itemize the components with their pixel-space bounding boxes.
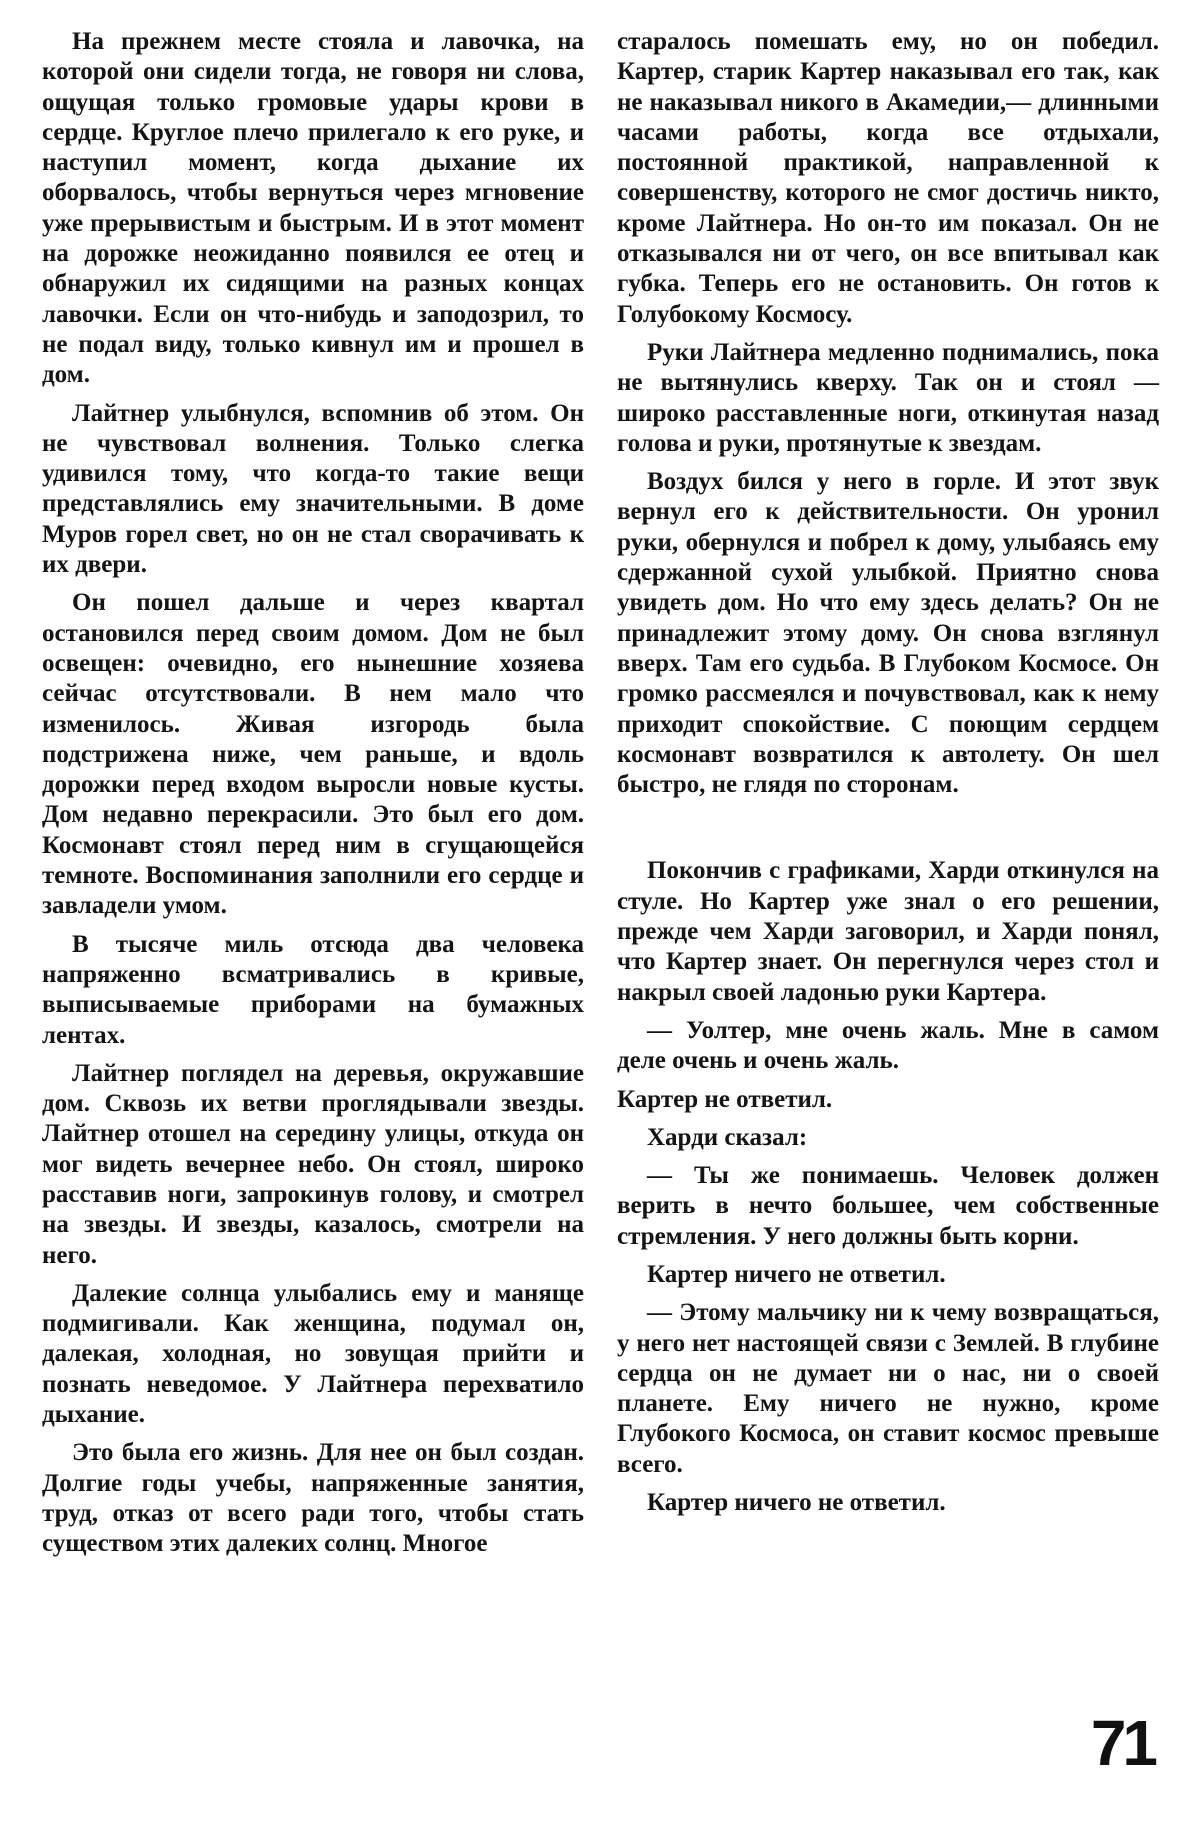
paragraph: Лайтнер поглядел на деревья, окружавшие дом. Сквозь их ветви проглядывали звезды. Лайтнер отошел на середину улицы, откуда он мог видеть вечернее небо. Он стоял, широко расставив ноги, запрокинув голову, и смотрел на звезды. И звезды, казалось, смотрели на него. <box>42 1059 584 1269</box>
page-number: 71 <box>1090 1707 1154 1779</box>
paragraph: Картер не ответил. <box>617 1085 833 1113</box>
paragraph: На прежнем месте стояла и лавочка, на которой они сидели тогда, не говоря ни слова, ощущая только громовые удары крови в сердце. Круглое плечо прилегало к его руке, и наступил момент, когда дыхание их оборвалось, чтобы вернуться через мгновение уже прерывистым и быстрым. И в этот момент на дорожке неожиданно появился ее отец и обнаружил их сидящими на разных концах лавочки. Если он что-нибудь и заподозрил, то не подал виду, только кивнул им и прошел в дом. <box>42 28 584 389</box>
paragraph: — Уолтер, мне очень жаль. Мне в самом деле очень и очень жаль. <box>617 1016 1159 1075</box>
left-text-column <box>42 27 584 1568</box>
paragraph: — Ты же понимаешь. Человек должен верить в нечто большее, чем собственные стремления. У него должны быть корни. <box>617 1162 1159 1250</box>
right-text-column <box>617 27 1159 1526</box>
section-break <box>617 808 1159 856</box>
paragraph: Далекие солнца улыбались ему и маняще подмигивали. Как женщина, подумал он, далекая, холодная, но зовущая прийти и познать неведомое. У Лайтнера перехватило дыхание. <box>42 1279 584 1429</box>
paragraph: Покончив с графиками, Харди откинулся на стуле. Но Картер уже знал о его решении, прежде чем Харди заговорил, и Харди понял, что Картер знает. Он перегнулся через стол и накрыл своей ладонью руки Картера. <box>617 857 1159 1006</box>
paragraph: Картер ничего не ответил. <box>647 1489 946 1517</box>
paragraph: Картер ничего не ответил. <box>647 1260 946 1288</box>
paragraph: — Этому мальчику ни к чему возвращаться, у него нет настоящей связи с Землей. В глубине сердца он не думает ни о нас, ни о своей планете. Ему ничего не нужно, кроме Глубокого Космоса, он ставит космос превыше всего. <box>617 1299 1159 1478</box>
paragraph: Он пошел дальше и через квартал остановился перед своим домом. Дом не был освещен: очевидно, его нынешние хозяева сейчас отсутствовали. В нем мало что изменилось. Живая изгородь была подстрижена ниже, чем раньше, и вдоль дорожки перед входом выросли новые кусты. Дом недавно перекрасили. Это был его дом. Космонавт стоял перед ним в сгущающейся темноте. Воспоминания заполнили его сердце и завладели умом. <box>42 589 584 920</box>
paragraph: Руки Лайтнера медленно поднимались, пока не вытянулись кверху. Так он и стоял — широко расставленные ноги, откинутая назад голова и руки, протянутые к звездам. <box>617 338 1159 457</box>
paragraph: старалось помешать ему, но он победил. Картер, старик Картер наказывал его так, как не наказывал никого в Акамедии,— длинными часами работы, когда все отдыхали, постоянной практикой, направленной к совершенству, которого не смог достичь никто, кроме Лайтнера. Но он-то им показал. Он не отказывался ни от чего, он все впитывал как губка. Теперь его не остановить. Он готов к Голубокому Космосу. <box>617 28 1159 328</box>
paragraph: Это была его жизнь. Для нее он был создан. Долгие годы учебы, напряженные занятия, труд, отказ от всего ради того, чтобы стать существом этих далеких солнц. Многое <box>42 1439 584 1558</box>
paragraph: Лайтнер улыбнулся, вспомнив об этом. Он не чувствовал волнения. Только слегка удивился тому, что когда-то такие вещи представлялись ему значительными. В доме Муров горел свет, но он не стал сворачивать к их двери. <box>42 399 584 579</box>
paragraph: В тысяче миль отсюда два человека напряженно всматривались в кривые, выписываемые приборами на бумажных лентах. <box>42 930 584 1049</box>
paragraph: Харди сказал: <box>647 1123 808 1151</box>
paragraph: Воздух бился у него в горле. И этот звук вернул его к действительности. Он уронил руки, обернулся и побрел к дому, улыбаясь ему сдержанной сухой улыбкой. Приятно снова увидеть дом. Но что ему здесь делать? Он не принадлежит этому дому. Он снова взглянул вверх. Там его судьба. В Глубоком Космосе. Он громко рассмеялся и почувствовал, как к нему приходит спокойствие. С поющим сердцем космонавт возвратился к автолету. Он шел быстро, не глядя по сторонам. <box>617 468 1159 799</box>
